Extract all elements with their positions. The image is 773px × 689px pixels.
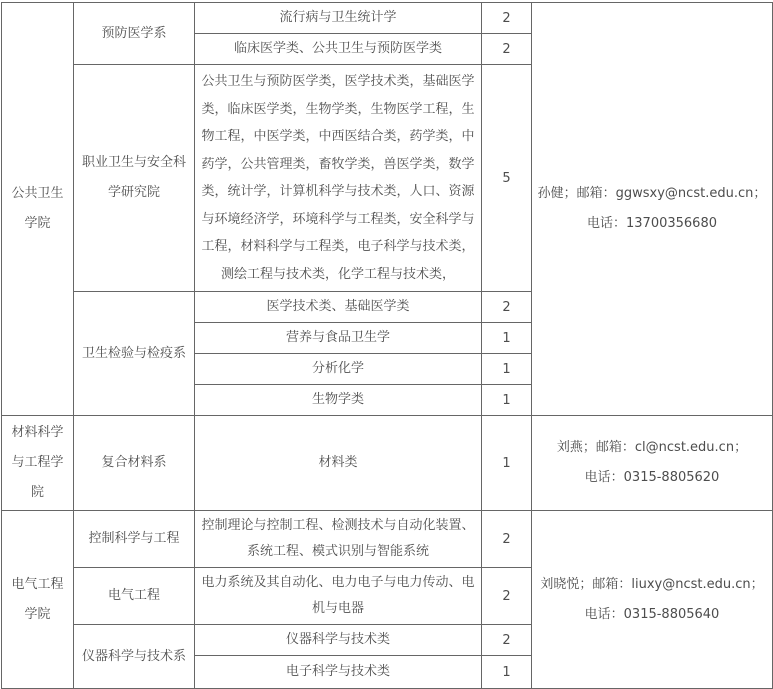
department-cell-instrument-science: 仪器科学与技术系 [74, 625, 195, 689]
count-cell: 2 [482, 292, 532, 323]
table-row [2, 3, 773, 34]
count-cell: 2 [482, 625, 532, 656]
major-cell: 分析化学 [195, 354, 482, 385]
major-cell: 生物学类 [195, 385, 482, 416]
count-cell: 2 [482, 511, 532, 568]
major-cell: 临床医学类、公共卫生与预防医学类 [195, 34, 482, 65]
table-row [2, 511, 773, 568]
department-cell-control-science: 控制科学与工程 [74, 511, 195, 568]
contact-line-phone: 电话：0315-8805620 [584, 470, 720, 485]
college-cell-materials: 材料科学与工程学院 [2, 416, 74, 511]
count-cell: 1 [482, 354, 532, 385]
department-cell-occupational-health: 职业卫生与安全科学研究院 [74, 65, 195, 292]
major-cell: 公共卫生与预防医学类，医学技术类，基础医学类，临床医学类，生物学类，生物医学工程，生物工程，中医学类，中西医结合类，药学类，中药学，公共管理类，畜牧学类，兽医学类，数学类，统计学，计算机科学与技术类，人口、资源与环境经济学，环境科学与工程类，安全科学与工程，材料科学与工程类，电子科学与技术类，测绘工程与技术类，化学工程与技术类， [195, 65, 482, 292]
department-cell-preventive-medicine: 预防医学系 [74, 3, 195, 65]
contact-cell-materials [532, 416, 773, 511]
table-row [2, 416, 773, 511]
contact-cell-public-health [532, 3, 773, 416]
count-cell: 2 [482, 34, 532, 65]
count-cell: 1 [482, 416, 532, 511]
college-cell-electrical: 电气工程学院 [2, 511, 74, 689]
major-cell: 材料类 [195, 416, 482, 511]
contact-line-name-email: 刘燕；邮箱：cl@ncst.edu.cn； [556, 440, 748, 455]
contact-line-name-email: 孙健；邮箱：ggwsxy@ncst.edu.cn； [537, 186, 767, 201]
major-cell: 电子科学与技术类 [195, 656, 482, 689]
contact-line-phone: 电话：13700356680 [587, 216, 717, 231]
count-cell: 2 [482, 3, 532, 34]
count-cell: 2 [482, 568, 532, 625]
count-cell: 1 [482, 656, 532, 689]
major-cell: 控制理论与控制工程、检测技术与自动化装置、系统工程、模式识别与智能系统 [195, 511, 482, 568]
major-cell: 仪器科学与技术类 [195, 625, 482, 656]
contact-line-name-email: 刘晓悦；邮箱：liuxy@ncst.edu.cn； [540, 576, 764, 592]
recruitment-table [1, 2, 773, 689]
college-cell-public-health: 公共卫生学院 [2, 3, 74, 416]
department-cell-health-inspection: 卫生检验与检疫系 [74, 292, 195, 416]
major-cell: 医学技术类、基础医学类 [195, 292, 482, 323]
major-cell: 营养与食品卫生学 [195, 323, 482, 354]
count-cell: 1 [482, 323, 532, 354]
contact-line-phone: 电话：0315-8805640 [584, 606, 720, 622]
count-cell: 5 [482, 65, 532, 292]
count-cell: 1 [482, 385, 532, 416]
contact-cell-electrical [532, 511, 773, 689]
major-cell: 电力系统及其自动化、电力电子与电力传动、电机与电器 [195, 568, 482, 625]
department-cell-composite-materials: 复合材料系 [74, 416, 195, 511]
department-cell-electrical-engineering: 电气工程 [74, 568, 195, 625]
major-cell: 流行病与卫生统计学 [195, 3, 482, 34]
